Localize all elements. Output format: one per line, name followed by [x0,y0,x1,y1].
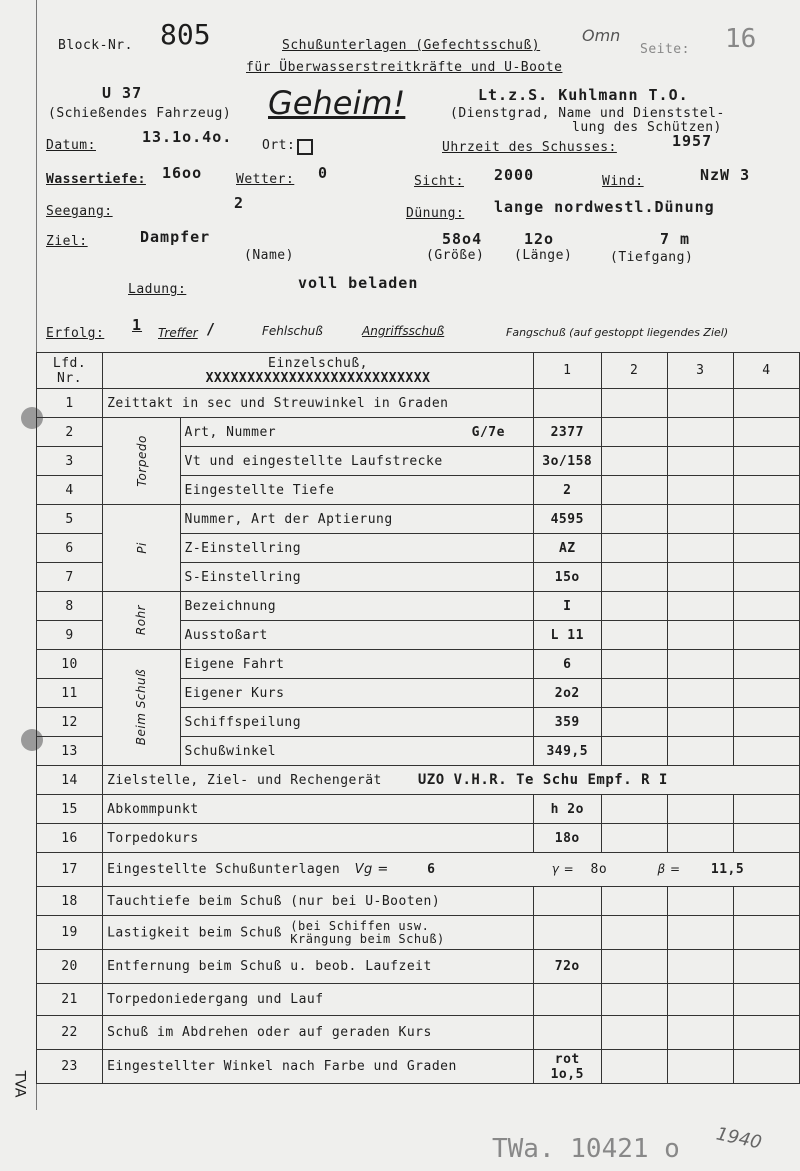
ziel-tiefgang-value: 7 m [660,230,691,248]
row-value-3 [667,887,733,916]
row-value-4 [733,984,799,1016]
row-text: Eingestellter Winkel nach Farbe und Graden [103,1050,534,1084]
block-label: Block-Nr. [58,38,133,53]
row-value-2 [601,916,667,950]
row-nr: 8 [37,592,103,621]
row-text-cell [180,418,533,447]
row-value-3 [667,679,733,708]
row-text: Abkommpunkt [103,795,534,824]
row-value-4 [733,916,799,950]
head-col-4: 4 [733,353,799,389]
row-nr: 19 [37,916,103,950]
wassertiefe-value: 16oo [162,164,203,182]
group-torpedo-label: Torpedo [134,434,149,487]
year-note: 1940 [714,1123,764,1154]
row-text-cell [103,766,800,795]
row-text: Nummer, Art der Aptierung [180,505,533,534]
row-value-3 [667,795,733,824]
head-col-1: 1 [533,353,601,389]
row-value-3 [667,447,733,476]
head-struck: XXXXXXXXXXXXXXXXXXXXXXXXXXX [205,370,431,386]
row-value-1: 6 [533,650,601,679]
shooter-label-1: (Dienstgrad, Name und Dienststel- [450,106,725,121]
erfolg-fehlschuss: Fehlschuß [262,324,323,338]
head-title: Einzelschuß, [268,355,368,371]
group-rohr [103,592,180,650]
row-text: Eingestellte Tiefe [180,476,533,505]
group-pi [103,505,180,592]
head-lfd-nr [37,353,103,389]
ziel-laenge-value: 12o [524,230,555,248]
head-nr: Nr. [57,370,83,386]
row-text: Schiffspeilung [180,708,533,737]
boat-label: (Schießendes Fahrzeug) [48,106,232,121]
wind-value: NzW 3 [700,166,751,184]
row-value-1 [533,389,601,418]
row-value-1: 3o/158 [533,447,601,476]
row-extra: UZO V.H.R. Te Schu Empf. R I [417,772,668,788]
row-text: Schuß im Abdrehen oder auf geraden Kurs [103,1016,534,1050]
row-value-1: L 11 [533,621,601,650]
sicht-value: 2000 [494,166,535,184]
row-nr: 17 [37,853,103,887]
row-value-1: rot 1o,5 [533,1050,601,1084]
row-value-4 [733,534,799,563]
row-value-4 [733,447,799,476]
row-nr: 20 [37,950,103,984]
row-value-4 [733,737,799,766]
ziel-name-caption: (Name) [244,248,294,263]
wind-label: Wind: [602,174,644,189]
row-text: Vt und eingestellte Laufstrecke [180,447,533,476]
group-beim-schuss-label: Beim Schuß [134,668,149,746]
form-title: Schußunterlagen (Gefechtsschuß) [282,38,541,53]
row-value-2 [601,795,667,824]
sicht-label: Sicht: [414,174,464,189]
group-pi-label: Pi [134,541,149,554]
head-lfd: Lfd. [52,355,87,371]
ladung-value: voll beladen [298,274,419,292]
row-nr: 23 [37,1050,103,1084]
row-text: Eigener Kurs [180,679,533,708]
row-value-1: 72o [533,950,601,984]
shot-data-table [36,352,800,1084]
ziel-value: Dampfer [140,228,211,246]
form-subtitle: für Überwasserstreitkräfte und U-Boote [246,60,563,75]
ort-label: Ort: [262,138,296,153]
row-value-1: AZ [533,534,601,563]
row-value-4 [733,795,799,824]
row-text-cell [103,916,534,950]
row-nr: 2 [37,418,103,447]
row-value-1: 2 [533,476,601,505]
row-value-3 [667,534,733,563]
row-text: Eigene Fahrt [180,650,533,679]
row-value-4 [733,950,799,984]
row-value-2 [601,887,667,916]
row-value-4 [733,418,799,447]
seegang-label: Seegang: [46,204,113,219]
row-value-3 [667,418,733,447]
row-nr: 16 [37,824,103,853]
row-value-4 [733,1016,799,1050]
beta-value: 11,5 [710,862,745,877]
row-text: Schußwinkel [180,737,533,766]
vg-value: 6 [427,862,436,877]
block-number: 805 [160,18,211,51]
row-value-3 [667,916,733,950]
row-value-3 [667,708,733,737]
row-nr: 15 [37,795,103,824]
row-text: Torpedokurs [103,824,534,853]
row-value-4 [733,476,799,505]
row-value-3 [667,737,733,766]
head-title-cell [103,353,534,389]
row-value-1: 15o [533,563,601,592]
initials-signature: Omn [582,26,621,45]
ziel-tiefgang-caption: (Tiefgang) [610,250,694,265]
row-value-3 [667,950,733,984]
group-torpedo [103,418,180,505]
margin-note: TVA [11,1070,28,1098]
row-value-2 [601,679,667,708]
uhrzeit-value: 1957 [672,132,713,150]
row-value-1: 2o2 [533,679,601,708]
row-text: S-Einstellring [180,563,533,592]
erfolg-fangschuss: Fangschuß (auf gestoppt liegendes Ziel) [506,326,729,339]
row-value-2 [601,1016,667,1050]
head-col-2: 2 [601,353,667,389]
row-value-1 [533,1016,601,1050]
row-value-2 [601,389,667,418]
row-value-1 [533,887,601,916]
row-text: Torpedoniedergang und Lauf [103,984,534,1016]
row-nr: 7 [37,563,103,592]
row-value-3 [667,389,733,418]
erfolg-slash: / [206,320,217,338]
row-nr: 10 [37,650,103,679]
row-value-1: 359 [533,708,601,737]
row-value-2 [601,650,667,679]
row-nr: 1 [37,389,103,418]
row-value-1 [533,984,601,1016]
ladung-label: Ladung: [128,282,187,297]
row-text: Zielstelle, Ziel- und Rechengerät [107,773,382,788]
row-value-4 [733,563,799,592]
row-nr: 11 [37,679,103,708]
row-text: Entfernung beim Schuß u. beob. Laufzeit [103,950,534,984]
row-value-1: 2377 [533,418,601,447]
row-value-4 [733,505,799,534]
row-value-3 [667,1050,733,1084]
row-value-1: h 2o [533,795,601,824]
row-text: Eingestellte Schußunterlagen [107,862,341,877]
row-value-3 [667,621,733,650]
row-value-3 [667,563,733,592]
group-rohr-label: Rohr [134,604,149,636]
row-value-4 [733,1050,799,1084]
gamma-label: γ = [551,862,575,876]
duenung-label: Dünung: [406,206,465,221]
row-value-2 [601,534,667,563]
row-text: Z-Einstellring [180,534,533,563]
row-nr: 9 [37,621,103,650]
row-value-3 [667,650,733,679]
row-value-1 [533,916,601,950]
head-col-3: 3 [667,353,733,389]
gamma-value: 8o [590,862,608,877]
row-value-4 [733,708,799,737]
row-value-3 [667,824,733,853]
row-value-2 [601,447,667,476]
wetter-value: 0 [318,164,329,182]
row-text: Zeittakt in sec und Streuwinkel in Graden [103,389,534,418]
wassertiefe-label: Wassertiefe: [46,172,146,187]
row-value-3 [667,476,733,505]
row-value-3 [667,984,733,1016]
row-value-2 [601,563,667,592]
ort-checkbox [297,139,313,155]
row-value-1: 18o [533,824,601,853]
row-value-2 [601,621,667,650]
row-value-2 [601,950,667,984]
row-nr: 4 [37,476,103,505]
row-value-2 [601,592,667,621]
boat-value: U 37 [102,84,143,102]
row-text: Art, Nummer [184,424,277,440]
row-value-4 [733,592,799,621]
row-value-2 [601,984,667,1016]
row-value-1: 4595 [533,505,601,534]
row-text: Tauchtiefe beim Schuß (nur bei U-Booten) [103,887,534,916]
row-extra: (bei Schiffen usw. Krängung beim Schuß) [290,918,445,946]
row-nr: 21 [37,984,103,1016]
vg-label: Vg = [354,862,389,877]
row-nr: 14 [37,766,103,795]
row-value-1: 349,5 [533,737,601,766]
row-value-2 [601,476,667,505]
ziel-groesse-value: 58o4 [442,230,483,248]
row-value-4 [733,887,799,916]
row-value-2 [601,418,667,447]
shooter-label-2: lung des Schützen) [572,120,722,135]
row-nr: 5 [37,505,103,534]
datum-label: Datum: [46,138,96,153]
row-nr: 3 [37,447,103,476]
seite-value: 16 [725,24,757,54]
row-value-2 [601,737,667,766]
group-beim-schuss [103,650,180,766]
seite-label: Seite: [640,42,690,57]
row-nr: 22 [37,1016,103,1050]
row-value-2 [601,824,667,853]
seegang-value: 2 [234,194,245,212]
erfolg-count: 1 [132,316,143,334]
row-text: Ausstoßart [180,621,533,650]
row-nr: 18 [37,887,103,916]
row-nr: 6 [37,534,103,563]
beta-label: β = [657,862,681,876]
uhrzeit-label: Uhrzeit des Schusses: [442,140,617,155]
row-nr: 13 [37,737,103,766]
row-value-4 [733,679,799,708]
ziel-groesse-caption: (Größe) [426,248,485,263]
row-nr: 12 [37,708,103,737]
row-text: Bezeichnung [180,592,533,621]
wetter-label: Wetter: [236,172,295,187]
erfolg-angriffsschuss: Angriffsschuß [362,324,445,338]
row-value-4 [733,824,799,853]
row-value-4 [733,650,799,679]
row-text: Lastigkeit beim Schuß [107,925,282,940]
erfolg-label: Erfolg: [46,326,105,341]
duenung-value: lange nordwestl.Dünung [494,198,715,216]
ziel-label: Ziel: [46,234,88,249]
shooter-name-value: Lt.z.S. Kuhlmann T.O. [478,86,689,104]
row-value-3 [667,592,733,621]
row-value-3 [667,1016,733,1050]
secret-stamp: Geheim! [268,84,406,122]
row-extra: G/7e [471,424,505,440]
row-value-3 [667,505,733,534]
erfolg-treffer: Treffer [158,326,198,340]
row-value-4 [733,389,799,418]
row-value-4 [733,621,799,650]
row-value-2 [601,708,667,737]
archive-stamp: TWa. 10421 o [492,1134,680,1164]
row-value-1: I [533,592,601,621]
row-value-2 [601,505,667,534]
row-value-2 [601,1050,667,1084]
ziel-laenge-caption: (Länge) [514,248,573,263]
row-text-cell [103,853,800,887]
datum-value: 13.1o.4o. [142,128,233,146]
